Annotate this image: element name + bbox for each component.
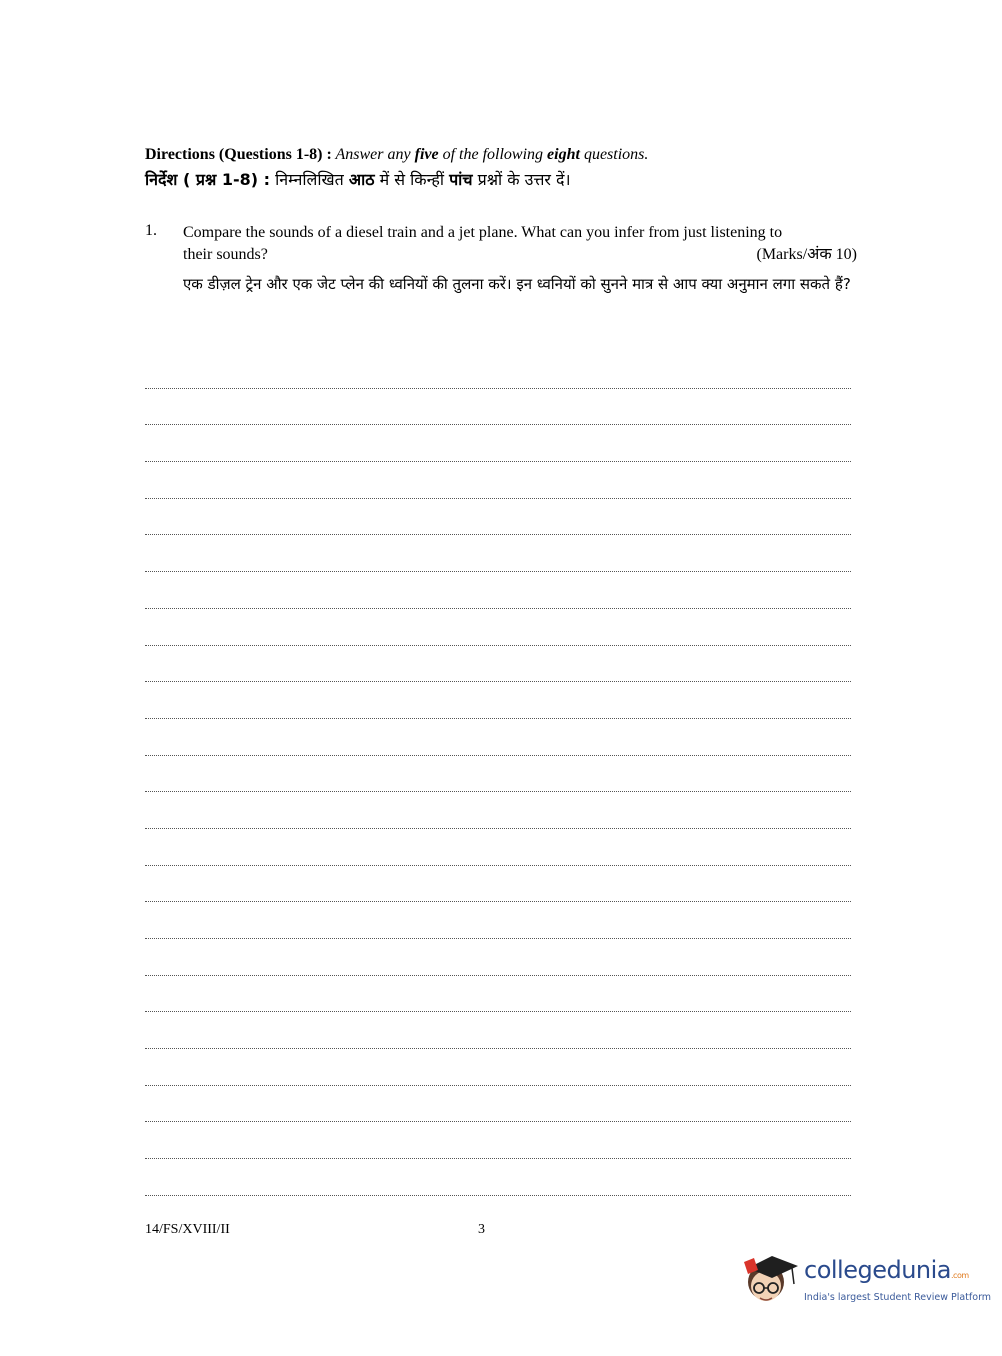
question-marks: (Marks/अंक 10) (756, 246, 857, 263)
collegedunia-watermark (742, 1248, 992, 1310)
directions-eight: eight (547, 146, 580, 163)
directions-text: of the following (438, 146, 548, 163)
paper-code: 14/FS/XVIII/II (145, 1222, 230, 1237)
answer-line (145, 792, 851, 829)
directions-hindi (145, 170, 571, 190)
answer-line (145, 535, 851, 572)
answer-line (145, 756, 851, 793)
answer-line (145, 646, 851, 683)
question-number: 1. (145, 222, 157, 239)
answer-line (145, 1049, 851, 1086)
answer-line (145, 1122, 851, 1159)
directions-text: questions. (579, 146, 649, 163)
directions-hindi-text: में से किन्हीं (374, 170, 450, 189)
answer-line (145, 352, 851, 389)
directions-hindi-text: निम्नलिखित (270, 170, 349, 189)
answer-line (145, 1159, 851, 1196)
answer-line (145, 572, 851, 609)
answer-line (145, 939, 851, 976)
answer-line (145, 682, 851, 719)
answer-area[interactable] (145, 352, 851, 1196)
directions-five: five (414, 146, 439, 163)
directions-label: Directions (Questions 1-8) : (145, 146, 332, 163)
answer-line (145, 976, 851, 1013)
directions-hindi-label: निर्देश ( प्रश्न 1-8) : (145, 170, 271, 189)
answer-line (145, 462, 851, 499)
brand-tagline: India's largest Student Review Platform (804, 1292, 992, 1303)
question-text-english-line2: their sounds? (183, 246, 268, 263)
answer-line (145, 1086, 851, 1123)
question-text-hindi: एक डीज़ल ट्रेन और एक जेट प्लेन की ध्वनियों की तुलना करें। इन ध्वनियों को सुनने मात्र से आप क्या अनुमान लगा सकते हैं? (183, 275, 851, 293)
directions-english (145, 145, 648, 165)
page-number: 3 (478, 1222, 485, 1237)
answer-line (145, 829, 851, 866)
directions-hindi-text: प्रश्नों के उत्तर दें। (472, 170, 571, 189)
answer-line (145, 719, 851, 756)
brand-name: collegedunia.com (804, 1256, 969, 1284)
answer-line (145, 425, 851, 462)
directions-text: Answer any (331, 146, 415, 163)
answer-line (145, 1012, 851, 1049)
directions-hindi-paanch: पांच (449, 170, 473, 189)
answer-line (145, 499, 851, 536)
answer-line (145, 866, 851, 903)
question-text-english-line1: Compare the sounds of a diesel train and a jet plane. What can you infer from just listening to (183, 224, 783, 241)
answer-line (145, 902, 851, 939)
answer-line (145, 609, 851, 646)
directions-hindi-aath: आठ (348, 170, 375, 189)
answer-line (145, 389, 851, 426)
collegedunia-logo-icon (742, 1248, 800, 1308)
